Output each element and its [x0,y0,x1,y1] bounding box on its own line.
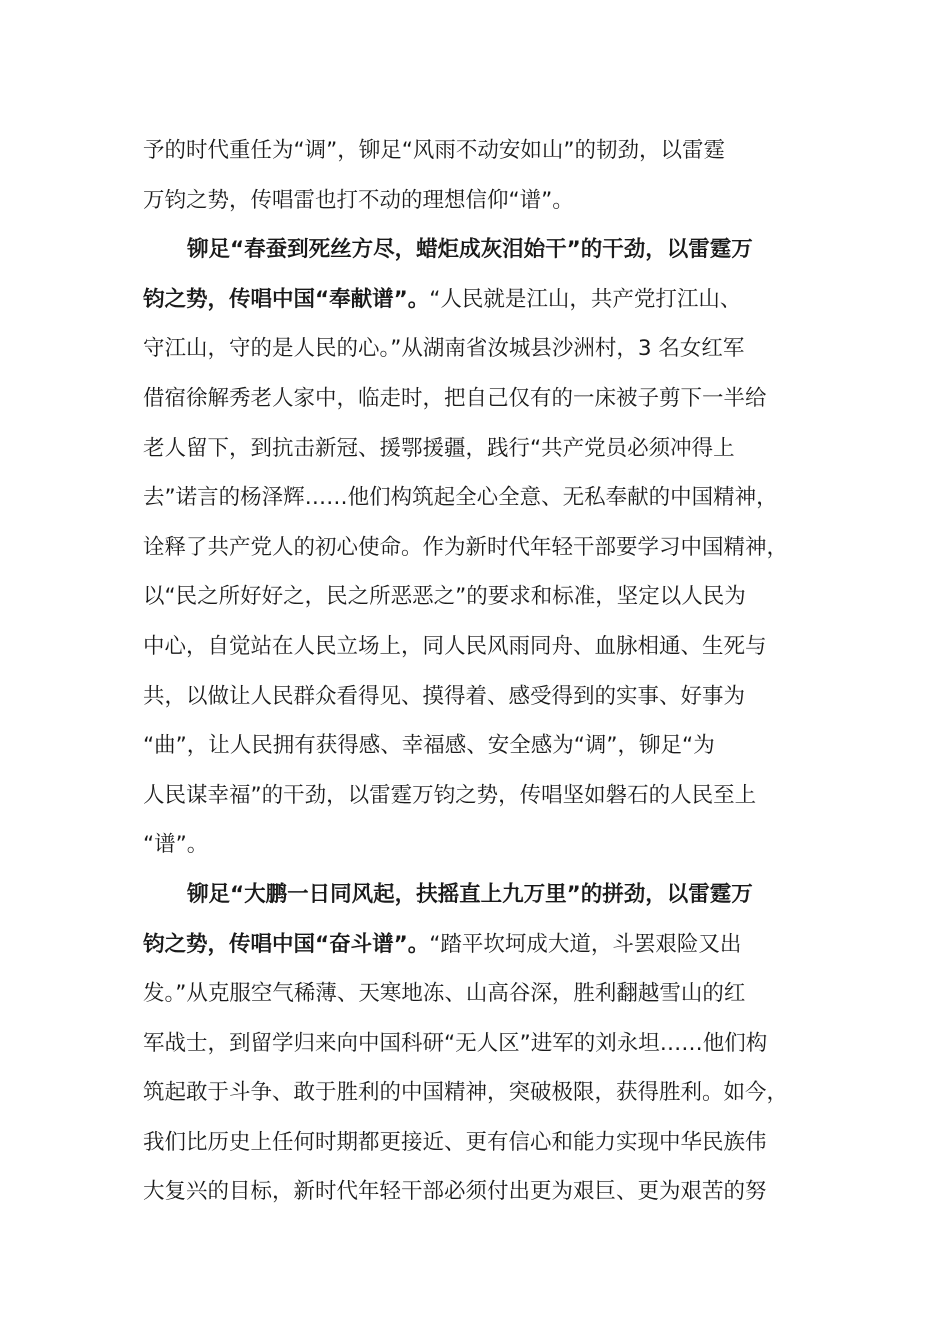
text-segment: 发。”从克服空气稀薄、天寒地冻、山高谷深，胜利翻越雪山的红 [143,981,746,1007]
text-line [143,424,808,474]
text-line [143,920,808,970]
text-line [143,672,808,722]
text-segment: “人民就是江山，共产党打江山、 [429,286,742,312]
text-line [143,1118,808,1168]
text-segment: 以“民之所好好之，民之所恶恶之”的要求和标准，坚定以人民为 [143,584,746,610]
text-line [143,275,808,325]
bold-text-segment: 铆足“大鹏一日同风起，扶摇直上九万里”的拼劲，以雷霆万 [187,881,753,907]
text-line [143,374,808,424]
text-line [143,771,808,821]
text-line [143,126,808,176]
text-line [143,1019,808,1069]
text-segment: 老人留下，到抗击新冠、援鄂援疆，践行“共产党员必须冲得上 [143,435,735,461]
text-segment: 筑起敢于斗争、敢于胜利的中国精神，突破极限，获得胜利。如今， [143,1080,789,1106]
text-segment: 予的时代重任为“调”，铆足“风雨不动安如山”的韧劲，以雷霆 [143,138,726,163]
text-segment: 借宿徐解秀老人家中，临走时，把自己仅有的一床被子剪下一半给 [143,385,767,411]
text-segment: 大复兴的目标，新时代年轻干部必须付出更为艰巨、更为艰苦的努 [143,1179,767,1205]
text-segment: 万钧之势，传唱雷也打不动的理想信仰“谱”。 [143,187,574,213]
bold-text-segment: 钧之势，传唱中国“奋斗谱”。 [143,931,430,957]
text-segment: “曲”，让人民拥有获得感、幸福感、安全感为“调”，铆足“为 [143,733,715,759]
paragraph [143,225,808,870]
text-line [143,523,808,573]
text-segment: 共，以做让人民群众看得见、摸得着、感受得到的实事、好事为 [143,683,746,709]
text-line [143,622,808,672]
text-segment: “踏平坎坷成大道，斗罢艰险又出 [429,931,742,957]
text-line [143,1167,808,1217]
text-line [143,572,808,622]
bold-text-segment: 铆足“春蚕到死丝方尽，蜡炬成灰泪始干”的干劲，以雷霆万 [187,237,753,263]
text-line [143,1068,808,1118]
text-segment: 中心，自觉站在人民立场上，同人民风雨同舟、血脉相通、生死与 [143,633,767,659]
text-segment: 我们比历史上任何时期都更接近、更有信心和能力实现中华民族伟 [143,1129,767,1155]
text-line [143,176,808,226]
paragraph [143,126,808,225]
text-line [143,820,808,870]
text-line [143,225,808,275]
text-segment: 人民谋幸福”的干劲，以雷霆万钧之势，传唱坚如磐石的人民至上 [143,782,757,808]
text-segment: “谱”。 [143,832,209,858]
paragraph [143,870,808,1217]
text-line [143,721,808,771]
text-line [143,870,808,920]
text-line [143,473,808,523]
text-segment: 诠释了共产党人的初心使命。作为新时代年轻干部要学习中国精神， [143,534,789,560]
text-line [143,969,808,1019]
text-segment: 去”诺言的杨泽辉……他们构筑起全心全意、无私奉献的中国精神， [143,485,778,511]
text-segment: 军战士，到留学归来向中国科研“无人区”进军的刘永坦……他们构 [143,1030,768,1056]
document-body [143,126,808,1217]
text-line [143,324,808,374]
text-segment: 守江山，守的是人民的心。”从湖南省汝城县沙洲村，3 名女红军 [143,336,745,362]
bold-text-segment: 钧之势，传唱中国“奉献谱”。 [143,286,430,312]
